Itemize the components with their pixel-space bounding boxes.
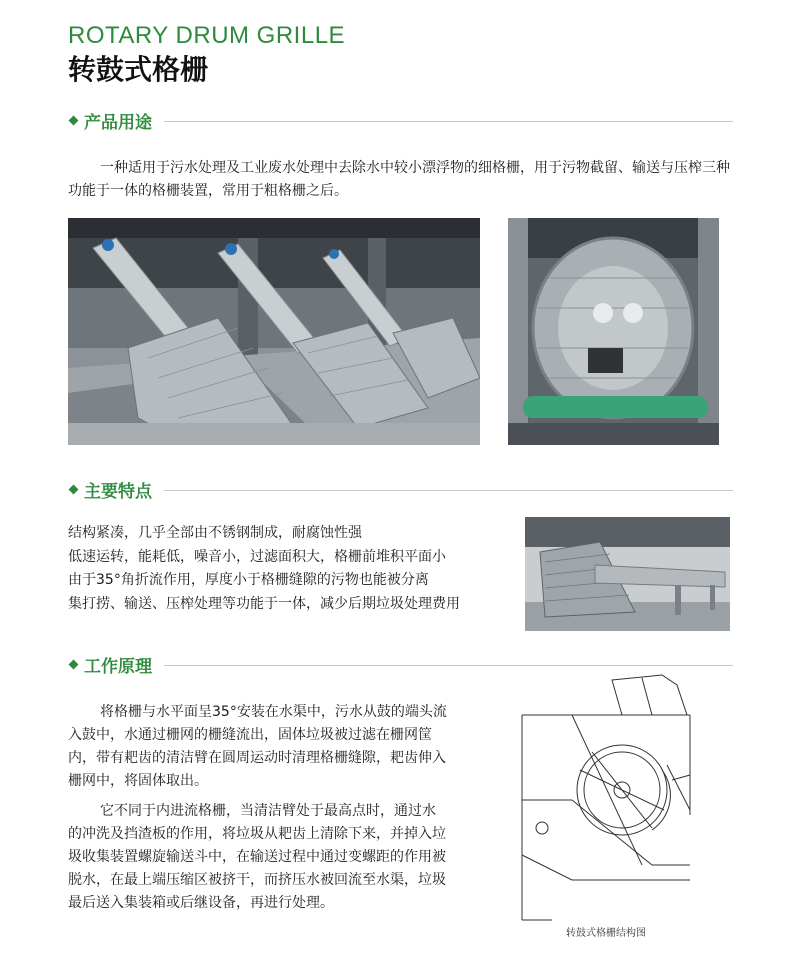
diamond-bullet-icon <box>69 116 79 126</box>
title-chinese: 转鼓式格栅 <box>68 53 209 86</box>
section-usage-heading <box>68 108 733 136</box>
section-divider <box>164 665 733 666</box>
feature-item: 由于35°角折流作用，厚度小于格栅缝隙的污物也能被分离 <box>68 572 429 588</box>
section-features-title: 主要特点 <box>84 482 152 502</box>
section-principle-title: 工作原理 <box>84 657 152 677</box>
principle-paragraph-1: 将格栅与水平面呈35°安装在水渠中，污水从鼓的端头流入鼓中，水通过栅网的栅缝流出，固体垃圾被过滤在栅网筐内，带有耙齿的清洁臂在圆周运动时清理格栅缝隙，耙齿伸入栅网中，将固体取出。 <box>68 704 447 789</box>
feature-item: 结构紧凑，几乎全部由不锈钢制成，耐腐蚀性强 <box>68 525 362 541</box>
title-english: ROTARY DRUM GRILLE <box>68 22 346 49</box>
usage-paragraph: 一种适用于污水处理及工业废水处理中去除水中较小漂浮物的细格栅，用于污物截留、输送与压榨三种功能于一体的格栅装置，常用于粗格栅之后。 <box>68 160 730 199</box>
feature-item: 低速运转，能耗低，噪音小，过滤面积大，格栅前堆积平面小 <box>68 548 446 565</box>
section-features-heading <box>68 477 733 505</box>
structure-diagram <box>512 670 724 925</box>
feature-item: 集打捞、输送、压榨处理等功能于一体，减少后期垃圾处理费用 <box>68 595 460 612</box>
diamond-bullet-icon <box>69 660 79 670</box>
diagram-caption: 转鼓式格栅结构图 <box>566 928 646 939</box>
section-usage-title: 产品用途 <box>84 113 152 133</box>
principle-paragraph-2: 它不同于内进流格栅，当清洁臂处于最高点时，通过水的冲洗及挡渣板的作用，将垃圾从耙齿上清除下来，并掉入垃圾收集装置螺旋输送斗中，在输送过程中通过变螺距的作用被脱水，在最上端压缩区被挤干，而挤压水被回流至水渠，垃圾最后送入集装箱或后继设备，再进行处理。 <box>68 803 446 911</box>
photo-drum-closeup <box>508 218 719 445</box>
section-divider <box>164 121 733 122</box>
photo-single-unit <box>525 517 730 631</box>
features-list <box>68 522 518 616</box>
photo-installed-drum-screens <box>68 218 480 445</box>
diamond-bullet-icon <box>69 485 79 495</box>
section-divider <box>164 490 733 491</box>
